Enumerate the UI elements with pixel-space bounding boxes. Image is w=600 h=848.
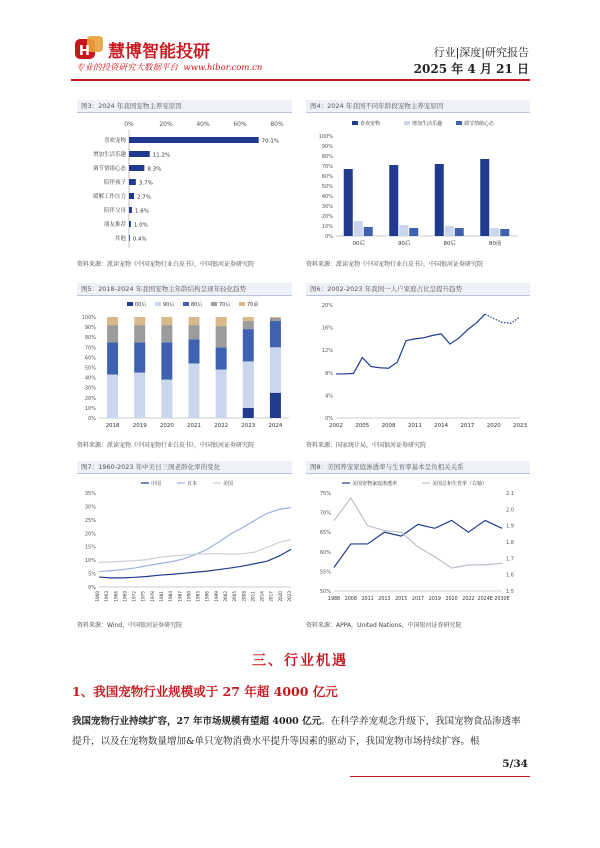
fig5-ytick-label: 30% xyxy=(84,385,96,392)
fig6-ytick-label: 4% xyxy=(325,393,333,400)
header-divider xyxy=(71,79,530,81)
fig3-category-label: 陪伴孩子 xyxy=(103,180,126,186)
footer-divider xyxy=(350,776,530,777)
body-paragraph: 我国宠物行业持续扩容，27 年市场规模有望超 4000 亿元。在科学养宠观念升级下，我国宠物食品渗透率提升，以及在宠物数量增加&单只宠物消费水平提升等因素的驱动下，我国宠物市场持续扩容。根 xyxy=(72,716,521,747)
fig7-ytick-label: 20% xyxy=(84,531,96,538)
fig5-legend-label: 70前 xyxy=(247,302,259,308)
fig5-legend-swatch xyxy=(127,302,133,306)
fig8-xtick-label: 1988 xyxy=(327,597,341,602)
fig7-xtick-label: 2011 xyxy=(250,591,256,602)
fig4-source: 资料来源：派读宠物《中国宠物行业白皮书》，中国银河证券研究院 xyxy=(306,261,484,268)
fig3-title: 图3：2024 年我国宠物主养宠原因 xyxy=(77,100,292,113)
fig3-data-label: 1.6% xyxy=(134,208,149,215)
fig5-ytick-label: 10% xyxy=(84,405,96,412)
fig4-ytick-label: 50% xyxy=(321,184,333,190)
fig7-xtick-label: 2020 xyxy=(277,591,283,602)
fig3-data-label: 11.2% xyxy=(152,152,171,159)
fig5-ytick-label: 70% xyxy=(84,345,96,352)
brand-url: 专业的投资研究大数据平台 www.hibor.com.cn xyxy=(76,63,263,73)
fig3-data-label: 70.1% xyxy=(261,138,280,145)
fig7-xtick-label: 2014 xyxy=(259,591,265,602)
fig5-ytick-label: 40% xyxy=(84,375,96,382)
fig5-bar-segment xyxy=(189,339,200,363)
fig8-y2tick-label: 2.1 xyxy=(506,491,514,497)
fig8-ytick-label: 60% xyxy=(319,549,331,556)
fig7-title: 图7：1960-2023 年中美日三国老龄化率的变化 xyxy=(77,461,292,474)
fig5-bar-segment xyxy=(107,375,118,418)
fig5-bar-segment xyxy=(161,325,172,342)
fig4-bar xyxy=(399,225,408,236)
fig3-category-label: 缓解工作压力 xyxy=(92,194,126,200)
fig4-xtick-label: 90后 xyxy=(398,241,411,247)
fig6-ytick-label: 0% xyxy=(325,416,333,422)
fig6-series-line xyxy=(336,314,485,374)
fig8-xtick-label: 2015 xyxy=(395,597,408,602)
fig4-ytick-label: 20% xyxy=(321,214,333,220)
fig7-xtick-label: 1969 xyxy=(122,591,128,602)
fig5-bar-segment xyxy=(216,347,227,369)
fig4-legend-label: 喜欢宠物 xyxy=(360,121,381,127)
fig7-xtick-label: 2005 xyxy=(232,591,238,602)
fig4-bar xyxy=(344,169,353,236)
fig4-ytick-label: 80% xyxy=(321,154,333,160)
fig5-xtick-label: 2019 xyxy=(132,423,147,429)
fig5-bar-segment xyxy=(189,317,200,325)
fig4-xtick-label: 00后 xyxy=(352,241,365,247)
fig4-legend-label: 增加生活乐趣 xyxy=(412,121,443,127)
fig3-category-label: 调节情绪心态 xyxy=(92,166,126,172)
brand-logo-icon xyxy=(74,36,104,62)
fig5-ytick-label: 90% xyxy=(84,325,96,332)
fig4-xtick-label: 80后 xyxy=(443,241,456,247)
fig3-category-label: 陪伴父母 xyxy=(103,208,126,214)
fig8-xtick-label: 2011 xyxy=(361,597,374,602)
fig6-xtick-label: 2014 xyxy=(434,423,449,429)
fig8-ytick-label: 70% xyxy=(319,510,331,517)
fig5-ytick-label: 60% xyxy=(84,355,96,362)
fig8-ytick-label: 65% xyxy=(319,530,331,537)
fig8-xtick-label: 2030E xyxy=(494,597,510,602)
fig8-y2tick-label: 1.9 xyxy=(506,523,514,530)
fig8-chart xyxy=(306,475,530,615)
fig3-bar xyxy=(129,193,134,199)
brand-name: 慧博智能投研 xyxy=(108,42,210,62)
fig5-bar-segment xyxy=(107,317,118,325)
fig5-xtick-label: 2020 xyxy=(159,423,174,429)
fig6-xtick-label: 2011 xyxy=(407,423,422,429)
fig4-ytick-label: 70% xyxy=(321,164,333,170)
fig6-xtick-label: 2008 xyxy=(381,423,396,429)
fig4-bar xyxy=(490,228,499,236)
section-title: 三、行业机遇 xyxy=(252,653,348,669)
fig6-ytick-label: 16% xyxy=(321,325,333,332)
fig7-ytick-label: 35% xyxy=(84,491,96,497)
fig5-bar-segment xyxy=(216,317,227,326)
fig8-title: 图8：美国养宠家庭渗透率与生育率基本呈负相关关系 xyxy=(306,461,530,474)
fig7-source: 资料来源：Wind，中国银河证券研究院 xyxy=(77,622,183,629)
fig7-xtick-label: 1999 xyxy=(213,591,219,602)
fig5-xtick-label: 2023 xyxy=(241,423,256,429)
fig5-ytick-label: 50% xyxy=(84,365,96,372)
fig6-ytick-label: 12% xyxy=(321,348,333,355)
fig5-bar-segment xyxy=(134,373,145,418)
fig7-xtick-label: 1990 xyxy=(186,591,192,602)
report-date: 2025 年 4 月 21 日 xyxy=(413,62,529,76)
fig7-legend-label: 日本 xyxy=(187,481,198,487)
fig5-bar-segment xyxy=(216,370,227,418)
fig8-xtick-label: 2022 xyxy=(462,597,475,602)
fig7-ytick-label: 5% xyxy=(88,571,96,578)
fig6-xtick-label: 2023 xyxy=(513,423,527,429)
fig7-legend-label: 美国 xyxy=(223,481,234,487)
report-type: 行业|深度|研究报告 xyxy=(433,46,529,59)
fig5-bar-segment xyxy=(270,318,281,321)
fig3-bar xyxy=(129,207,132,213)
fig7-xtick-label: 1966 xyxy=(113,591,119,602)
fig7-ytick-label: 30% xyxy=(84,504,96,511)
fig5-legend-swatch xyxy=(183,302,189,306)
fig8-xtick-label: 2017 xyxy=(411,597,425,602)
fig3-xtick-label: 20% xyxy=(159,121,173,128)
fig7-legend-label: 中国 xyxy=(151,481,162,487)
fig5-legend-label: 90后 xyxy=(163,302,175,308)
fig5-xtick-label: 2024 xyxy=(268,423,283,429)
fig5-bar-segment xyxy=(243,329,254,361)
fig4-bar xyxy=(455,228,464,236)
fig4-bar xyxy=(435,164,444,236)
fig4-bar xyxy=(364,227,373,236)
fig6-xtick-label: 2017 xyxy=(460,423,475,429)
fig3-chart xyxy=(77,114,297,254)
fig3-xtick-label: 40% xyxy=(196,121,210,128)
fig7-series-line xyxy=(99,540,291,563)
fig4-chart xyxy=(306,114,530,254)
fig7-xtick-label: 2008 xyxy=(241,591,247,602)
fig6-ytick-label: 8% xyxy=(325,370,333,377)
fig6-series-line-dotted xyxy=(485,314,520,323)
fig3-xtick-label: 0% xyxy=(124,121,134,128)
fig8-xtick-label: 2019 xyxy=(428,597,441,602)
fig4-xtick-label: 80前 xyxy=(489,241,502,247)
fig4-ytick-label: 0% xyxy=(325,234,333,240)
fig7-xtick-label: 2017 xyxy=(268,591,274,602)
fig8-series-line xyxy=(334,498,502,568)
fig5-bar-segment xyxy=(161,317,172,325)
fig7-xtick-label: 1960 xyxy=(95,591,100,602)
fig6-chart xyxy=(306,297,530,435)
fig8-y2tick-label: 1.8 xyxy=(506,540,514,546)
fig5-bar-segment xyxy=(270,317,281,318)
fig3-data-label: 3.7% xyxy=(138,180,153,187)
fig7-xtick-label: 1963 xyxy=(104,591,110,602)
fig4-legend-label: 调节情绪心态 xyxy=(464,121,495,127)
fig3-category-label: 喜欢宠物 xyxy=(103,138,126,144)
fig7-chart xyxy=(77,475,297,615)
fig5-bar-segment xyxy=(107,342,118,374)
fig5-legend-swatch xyxy=(155,302,161,306)
fig3-bar xyxy=(129,137,259,143)
fig6-title: 图6：2002-2023 年我国一人户家庭占比呈提升趋势 xyxy=(306,283,530,296)
fig5-bar-segment xyxy=(134,342,145,372)
fig5-bar-segment xyxy=(107,325,118,342)
fig5-bar-segment xyxy=(189,363,200,418)
fig8-y2tick-label: 1.6 xyxy=(506,572,514,579)
fig7-ytick-label: 10% xyxy=(84,558,96,565)
fig8-ytick-label: 55% xyxy=(319,569,331,576)
fig7-xtick-label: 1972 xyxy=(131,591,137,602)
fig7-xtick-label: 1978 xyxy=(149,591,155,602)
fig7-xtick-label: 1996 xyxy=(204,591,210,602)
fig4-ytick-label: 90% xyxy=(321,144,333,150)
fig5-chart xyxy=(77,297,297,435)
fig7-ytick-label: 15% xyxy=(84,544,96,551)
fig7-xtick-label: 1987 xyxy=(177,591,183,602)
fig7-xtick-label: 2002 xyxy=(223,591,228,602)
fig4-bar xyxy=(389,165,398,236)
fig5-legend-label: 00后 xyxy=(135,302,147,308)
fig5-legend-label: 70后 xyxy=(219,302,231,308)
fig4-bar xyxy=(445,226,454,236)
fig5-title: 图5：2018-2024 年我国宠物主年龄结构呈现年轻化趋势 xyxy=(77,283,292,296)
fig5-bar-segment xyxy=(134,317,145,325)
fig5-bar-segment xyxy=(243,317,254,321)
fig5-bar-segment xyxy=(270,321,281,347)
fig3-data-label: 2.7% xyxy=(136,194,151,201)
fig8-y2tick-label: 1.5 xyxy=(506,589,514,595)
fig4-bar xyxy=(480,159,489,236)
fig5-source: 资料来源：派读宠物《中国宠物行业白皮书》，中国银河证券研究院 xyxy=(77,442,255,449)
fig3-category-label: 朋友推荐 xyxy=(103,222,126,228)
fig8-series-line xyxy=(334,520,502,567)
fig7-ytick-label: 25% xyxy=(84,517,96,524)
fig5-bar-segment xyxy=(134,325,145,342)
fig8-legend-label: 美国总和生育率（右轴） xyxy=(432,481,488,487)
fig5-bar-segment xyxy=(270,347,281,392)
fig8-xtick-label: 2008 xyxy=(344,597,357,602)
fig4-ytick-label: 40% xyxy=(321,194,333,200)
fig5-ytick-label: 0% xyxy=(88,416,96,422)
fig4-ytick-label: 60% xyxy=(321,174,333,180)
fig4-legend-swatch xyxy=(404,121,410,125)
fig8-xtick-label: 2013 xyxy=(378,597,391,602)
fig8-ytick-label: 75% xyxy=(319,491,331,497)
fig5-ytick-label: 100% xyxy=(81,315,96,321)
svg-text:H: H xyxy=(79,44,90,59)
fig4-ytick-label: 10% xyxy=(321,224,333,230)
fig8-y2tick-label: 2.0 xyxy=(506,507,514,514)
fig6-xtick-label: 2020 xyxy=(486,423,501,429)
fig4-bar xyxy=(409,228,418,236)
fig7-xtick-label: 1981 xyxy=(159,591,164,602)
fig3-xtick-label: 80% xyxy=(270,121,284,128)
fig6-source: 资料来源：国家统计局，中国银河证券研究院 xyxy=(306,442,427,449)
fig5-bar-segment xyxy=(243,361,254,407)
fig5-xtick-label: 2022 xyxy=(214,423,229,429)
fig4-legend-swatch xyxy=(456,121,462,125)
fig3-xtick-label: 60% xyxy=(233,121,247,128)
fig3-bar xyxy=(129,179,136,185)
subsection-title: 1、我国宠物行业规模或于 27 年超 4000 亿元 xyxy=(72,684,338,699)
fig5-bar-segment xyxy=(161,342,172,379)
fig3-category-label: 其他 xyxy=(114,236,126,242)
fig7-ytick-label: 0% xyxy=(88,585,96,591)
fig7-xtick-label: 2023 xyxy=(287,591,292,602)
fig4-ytick-label: 30% xyxy=(321,204,333,210)
fig4-bar xyxy=(354,221,363,236)
fig6-ytick-label: 20% xyxy=(321,303,333,309)
page-number: 5/34 xyxy=(502,758,528,770)
fig3-data-label: 8.3% xyxy=(147,166,162,173)
fig8-y2tick-label: 1.7 xyxy=(506,556,514,563)
fig4-ytick-label: 100% xyxy=(318,134,333,140)
fig5-xtick-label: 2021 xyxy=(187,423,201,429)
fig3-bar xyxy=(129,235,130,241)
fig7-xtick-label: 1993 xyxy=(195,591,201,602)
fig5-bar-segment xyxy=(243,321,254,329)
fig5-ytick-label: 20% xyxy=(84,395,96,402)
fig8-xtick-label: 2024E xyxy=(477,597,493,602)
fig3-bar xyxy=(129,151,150,157)
fig4-bar xyxy=(500,229,509,236)
fig7-xtick-label: 1984 xyxy=(168,591,174,602)
fig5-xtick-label: 2018 xyxy=(105,423,120,429)
fig8-ytick-label: 50% xyxy=(319,589,331,595)
fig5-legend-label: 80后 xyxy=(191,302,203,308)
fig4-legend-swatch xyxy=(352,121,358,125)
fig6-xtick-label: 2002 xyxy=(329,423,343,429)
fig7-xtick-label: 1975 xyxy=(140,591,146,602)
fig5-legend-swatch xyxy=(211,302,217,306)
fig5-bar-segment xyxy=(189,325,200,339)
fig5-ytick-label: 80% xyxy=(84,335,96,342)
fig5-legend-swatch xyxy=(239,302,245,306)
fig3-bar xyxy=(129,165,144,171)
fig4-title: 图4：2024 年我国不同年龄段宠物主养宠原因 xyxy=(306,100,530,113)
fig8-source: 资料来源：APPA，United Nations，中国银河证券研究院 xyxy=(306,622,462,629)
fig3-data-label: 0.4% xyxy=(132,236,147,243)
fig3-source: 资料来源：派读宠物《中国宠物行业白皮书》，中国银河证券研究院 xyxy=(77,261,255,268)
fig6-xtick-label: 2005 xyxy=(355,423,370,429)
fig3-category-label: 增加生活乐趣 xyxy=(92,152,126,158)
fig5-bar-segment xyxy=(243,408,254,418)
fig5-bar-segment xyxy=(216,326,227,347)
fig3-data-label: 1.0% xyxy=(133,222,148,229)
fig8-xtick-label: 2020 xyxy=(445,597,458,602)
fig5-bar-segment xyxy=(270,393,281,418)
fig8-legend-label: 美国宠物家庭渗透率 xyxy=(352,481,398,487)
fig3-bar xyxy=(129,221,131,227)
fig5-bar-segment xyxy=(161,380,172,418)
